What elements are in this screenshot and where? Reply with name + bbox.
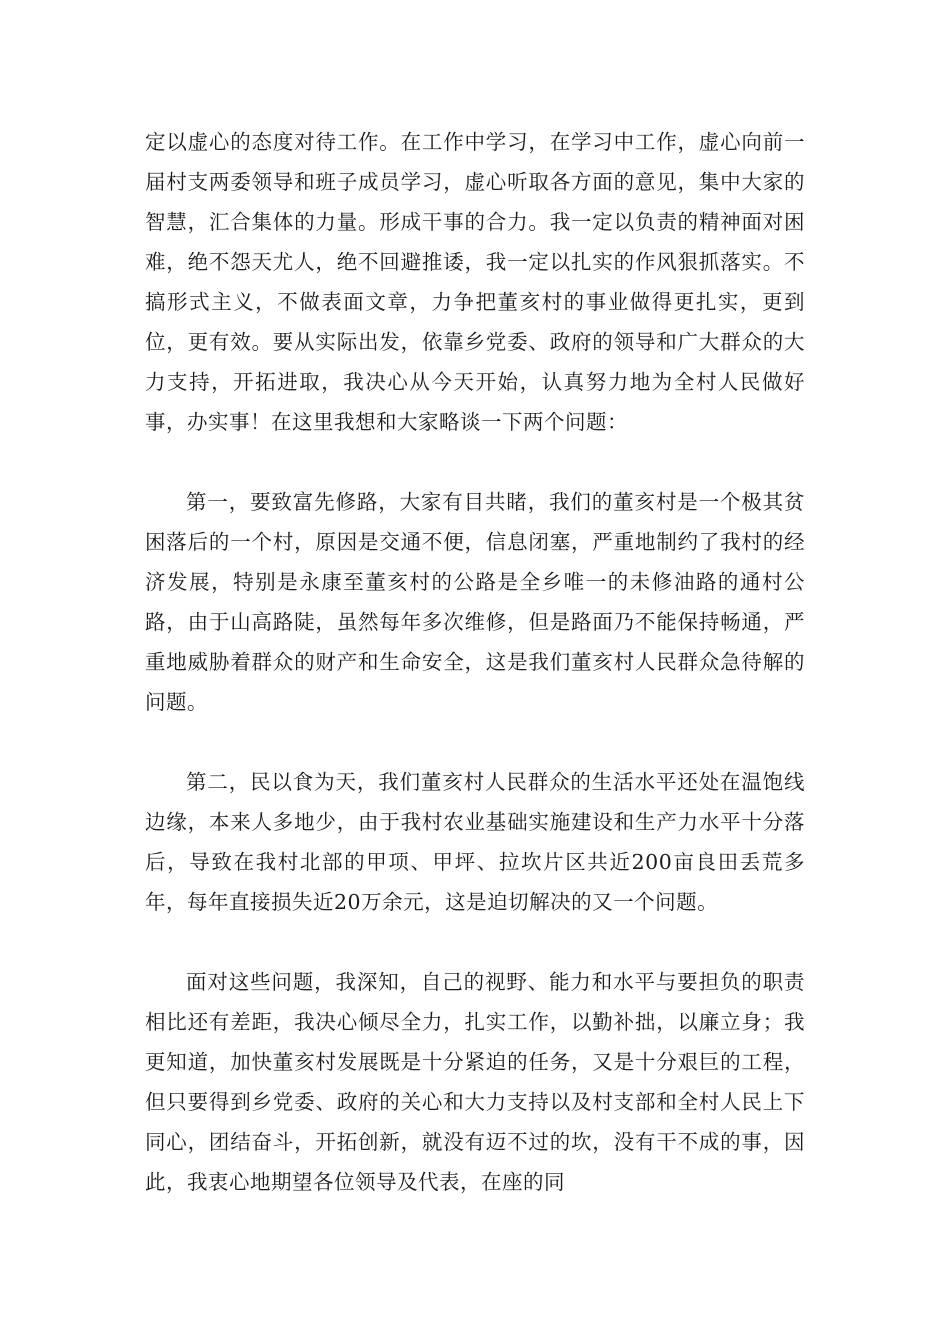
paragraph-gap <box>145 442 805 482</box>
document-body <box>145 122 805 1202</box>
paragraph-resolution: 面对这些问题，我深知，自己的视野、能力和水平与要担负的职责相比还有差距，我决心倾尽全力，扎实工作，以勤补拙，以廉立身；我更知道，加快董亥村发展既是十分紧迫的任务，又是十分艰巨的工程，但只要得到乡党委、政府的关心和大力支持以及村支部和全村人民上下同心，团结奋斗，开拓创新，就没有迈不过的坎，没有干不成的事，因此，我衷心地期望各位领导及代表，在座的同 <box>145 970 805 1194</box>
paragraph-road-issue: 第一，要致富先修路，大家有目共睹，我们的董亥村是一个极其贫困落后的一个村，原因是交通不便，信息闭塞，严重地制约了我村的经济发展，特别是永康至董亥村的公路是全乡唯一的未修油路的通村公路，由于山高路陡，虽然每年多次维修，但是路面乃不能保持畅通，严重地威胁着群众的财产和生命安全，这是我们董亥村人民群众急待解的问题。 <box>145 490 805 714</box>
paragraph-food-issue: 第二，民以食为天，我们董亥村人民群众的生活水平还处在温饱线边缘，本来人多地少，由于我村农业基础实施建设和生产力水平十分落后，导致在我村北部的甲项、甲坪、拉坎片区共近200亩良田丢荒多年，每年直接损失近20万余元，这是迫切解决的又一个问题。 <box>145 770 805 914</box>
paragraph-gap <box>145 722 805 762</box>
paragraph-gap <box>145 922 805 962</box>
paragraph-continuation: 定以虚心的态度对待工作。在工作中学习，在学习中工作，虚心向前一届村支两委领导和班子成员学习，虚心听取各方面的意见，集中大家的智慧，汇合集体的力量。形成干事的合力。我一定以负责的精神面对困难，绝不怨天尤人，绝不回避推诿，我一定以扎实的作风狠抓落实。不搞形式主义，不做表面文章，力争把董亥村的事业做得更扎实，更到位，更有效。要从实际出发，依靠乡党委、政府的领导和广大群众的大力支持，开拓进取，我决心从今天开始，认真努力地为全村人民做好事，办实事！在这里我想和大家略谈一下两个问题： <box>145 130 805 434</box>
